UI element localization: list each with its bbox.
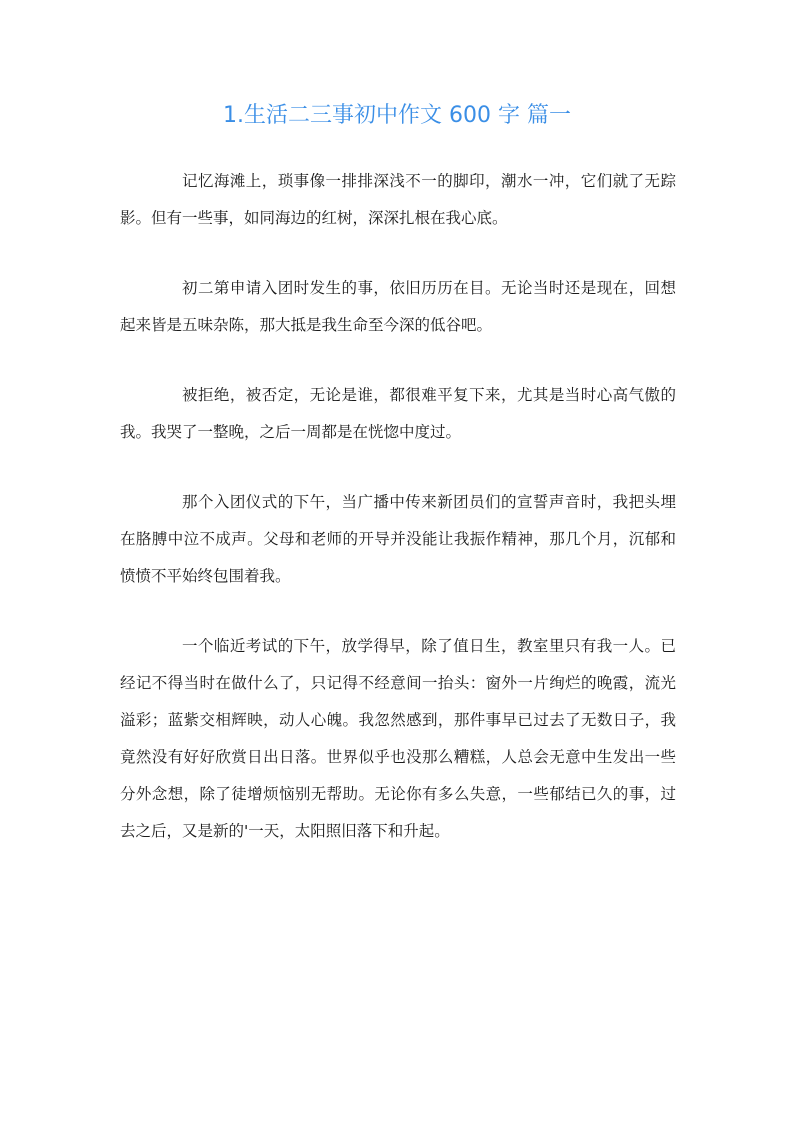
paragraph-2: 初二第申请入团时发生的事，依旧历历在目。无论当时还是现在，回想起来皆是五味杂陈，那大抵是我生命至今深的低谷吧。	[120, 279, 676, 334]
page-title: 1.生活二三事初中作文 600 字 篇一	[223, 103, 571, 128]
article-body	[120, 163, 676, 883]
paragraph-1: 记忆海滩上，琐事像一排排深浅不一的脚印，潮水一冲，它们就了无踪影。但有一些事，如同海边的红树，深深扎根在我心底。	[120, 172, 676, 227]
paragraph-4: 那个入团仪式的下午，当广播中传来新团员们的宣誓声音时，我把头埋在胳膊中泣不成声。父母和老师的开导并没能让我振作精神，那几个月，沉郁和愤愤不平始终包围着我。	[120, 493, 676, 585]
paragraph-5: 一个临近考试的下午，放学得早，除了值日生，教室里只有我一人。已经记不得当时在做什么了，只记得不经意间一抬头：窗外一片绚烂的晚霞，流光溢彩；蓝紫交相辉映，动人心魄。我忽然感到，那件事早已过去了无数日子，我竟然没有好好欣赏日出日落。世界似乎也没那么糟糕，人总会无意中生发出一些分外念想，除了徒增烦恼别无帮助。无论你有多么失意，一些郁结已久的事，过去之后，又是新的'一天，太阳照旧落下和升起。	[120, 637, 676, 840]
paragraph-3: 被拒绝，被否定，无论是谁，都很难平复下来，尤其是当时心高气傲的我。我哭了一整晚，之后一周都是在恍惚中度过。	[120, 386, 676, 441]
